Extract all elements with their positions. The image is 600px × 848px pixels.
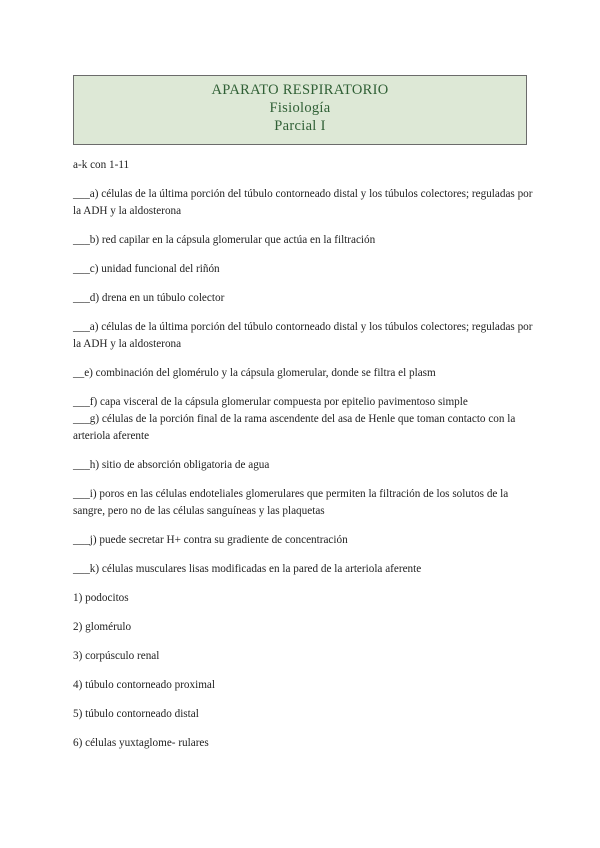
question-item: ___j) puede secretar H+ contra su gradiente de concentración [73,534,348,546]
answer-item: 2) glomérulo [73,621,132,633]
document-subtitle: Fisiología [269,100,331,116]
instructions: a-k con 1-11 [73,159,130,171]
title-box [73,75,527,145]
answer-item: 3) corpúsculo renal [73,650,160,662]
question-item: ___g) células de la porción final de la rama ascendente del asa de Henle que toman contacto con la arteriola aferente [73,413,516,442]
question-item: ___b) red capilar en la cápsula glomerular que actúa en la filtración [73,234,376,246]
answer-item: 1) podocitos [73,592,129,604]
question-item: ___h) sitio de absorción obligatoria de agua [73,459,270,471]
question-item: ___a) células de la última porción del túbulo contorneado distal y los túbulos colectores; reguladas por la ADH y la aldosterona [73,321,533,350]
answer-item: 4) túbulo contorneado proximal [73,679,215,691]
answer-item: 6) células yuxtaglome- rulares [73,737,209,749]
question-item: ___k) células musculares lisas modificadas en la pared de la arteriola aferente [73,563,422,575]
question-item: ___i) poros en las células endoteliales glomerulares que permiten la filtración de los solutos de la sangre, pero no de las células sanguíneas y las plaquetas [73,488,509,517]
document-title: APARATO RESPIRATORIO [211,82,389,98]
question-item: __e) combinación del glomérulo y la cápsula glomerular, donde se filtra el plasm [73,367,436,379]
answer-item: 5) túbulo contorneado distal [73,708,199,720]
question-item: ___c) unidad funcional del riñón [73,263,220,275]
question-item: ___f) capa visceral de la cápsula glomerular compuesta por epitelio pavimentoso simple [73,396,468,408]
question-item: ___d) drena en un túbulo colector [73,292,225,304]
question-item: ___a) células de la última porción del túbulo contorneado distal y los túbulos colectores; reguladas por la ADH y la aldosterona [73,188,533,217]
document-part: Parcial I [274,118,326,134]
